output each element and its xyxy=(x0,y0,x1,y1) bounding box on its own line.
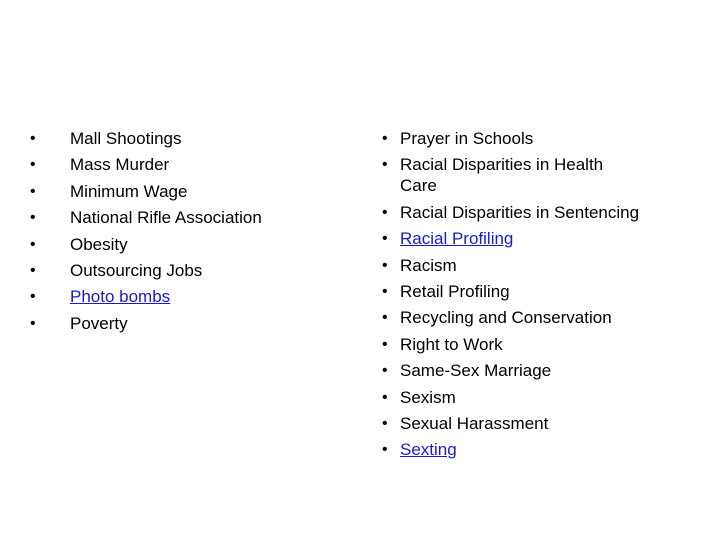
topic-label: Same-Sex Marriage xyxy=(400,361,552,381)
topic-label: Mass Murder xyxy=(70,155,170,175)
list-item xyxy=(30,181,262,202)
list-item xyxy=(382,334,640,355)
topic-link[interactable]: Racial Profiling xyxy=(400,229,514,249)
topic-label: Racism xyxy=(400,255,457,275)
list-item xyxy=(382,439,640,460)
bullet-icon: • xyxy=(30,288,36,306)
topic-list-right xyxy=(382,128,640,466)
bullet-icon: • xyxy=(30,182,36,200)
topic-link[interactable]: Photo bombs xyxy=(70,287,171,307)
list-item xyxy=(30,260,262,281)
bullet-icon: • xyxy=(382,362,388,380)
list-item xyxy=(30,207,262,228)
topic-label: Sexual Harassment xyxy=(400,413,549,433)
topic-label: Right to Work xyxy=(400,334,503,354)
topic-label: Racial Disparities in Health Care xyxy=(400,155,604,196)
list-item xyxy=(382,154,640,196)
list-item xyxy=(30,313,262,334)
topic-label: Sexism xyxy=(400,387,456,407)
list-item xyxy=(382,413,640,434)
bullet-icon: • xyxy=(382,414,388,432)
topic-label: Obesity xyxy=(70,234,128,254)
bullet-icon: • xyxy=(30,235,36,253)
list-item xyxy=(30,128,262,149)
list-item xyxy=(382,360,640,381)
bullet-icon: • xyxy=(30,261,36,279)
bullet-icon: • xyxy=(30,209,36,227)
bullet-icon: • xyxy=(382,309,388,327)
list-item xyxy=(30,234,262,255)
topic-label: Poverty xyxy=(70,313,128,333)
topic-label: National Rifle Association xyxy=(70,208,262,228)
bullet-icon: • xyxy=(30,156,36,174)
bullet-icon: • xyxy=(30,314,36,332)
bullet-icon: • xyxy=(382,335,388,353)
bullet-icon: • xyxy=(382,282,388,300)
topic-list-left xyxy=(30,128,262,339)
topic-label: Prayer in Schools xyxy=(400,129,534,148)
bullet-icon: • xyxy=(382,230,388,248)
topic-label: Recycling and Conservation xyxy=(400,308,612,328)
list-item xyxy=(382,387,640,408)
list-item xyxy=(382,228,640,249)
list-item xyxy=(382,128,640,149)
list-item xyxy=(382,202,640,223)
list-item xyxy=(30,286,262,307)
topic-link[interactable]: Sexting xyxy=(400,440,457,460)
list-item xyxy=(30,154,262,175)
bullet-icon: • xyxy=(382,388,388,406)
topic-label: Retail Profiling xyxy=(400,281,510,301)
bullet-icon: • xyxy=(382,203,388,221)
bullet-icon: • xyxy=(382,156,388,174)
list-item xyxy=(382,281,640,302)
bullet-icon: • xyxy=(382,441,388,459)
topic-label: Minimum Wage xyxy=(70,181,188,201)
bullet-icon: • xyxy=(30,130,36,147)
list-item xyxy=(382,255,640,276)
list-item xyxy=(382,307,640,328)
bullet-icon: • xyxy=(382,256,388,274)
topic-label: Outsourcing Jobs xyxy=(70,260,203,280)
topic-label: Mall Shootings xyxy=(70,129,182,148)
topic-label: Racial Disparities in Sentencing xyxy=(400,202,640,222)
bullet-icon: • xyxy=(382,130,388,147)
